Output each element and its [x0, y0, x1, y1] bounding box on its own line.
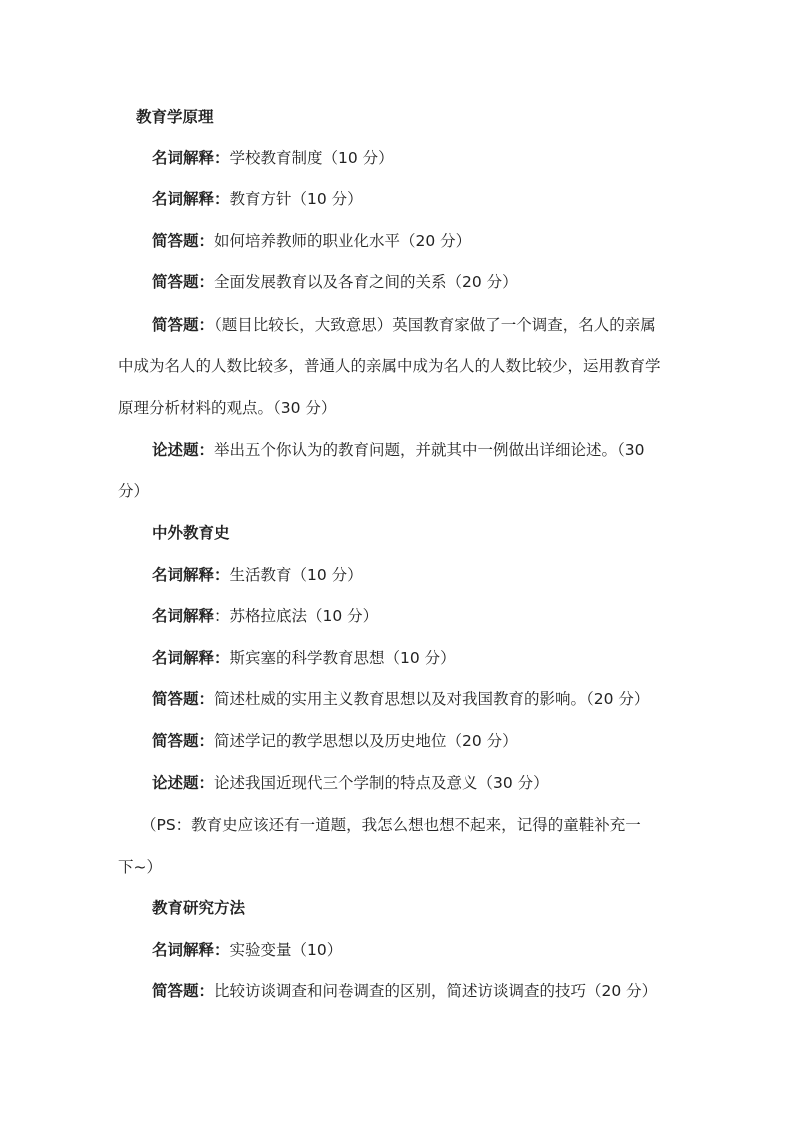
question-type: 论述题： [152, 441, 215, 459]
question-text: 全面发展教育以及各育之间的关系（20 分） [214, 273, 518, 291]
question-continuation: 分） [118, 482, 150, 500]
note-line: （PS：教育史应该还有一道题，我怎么想也想不起来，记得的童鞋补充一 [141, 816, 641, 834]
question-text: 学校教育制度（10 分） [229, 149, 394, 167]
question-type: 名词解释： [152, 566, 230, 584]
question-text: ：苏格拉底法（10 分） [214, 607, 379, 625]
note-line: 下~） [118, 858, 162, 876]
section-title: 中外教育史 [152, 524, 230, 542]
question-type: 简答题： [152, 232, 215, 250]
question-line [152, 980, 727, 1002]
question-type: 简答题： [152, 732, 215, 750]
question-type: 论述题： [152, 774, 215, 792]
question-type: 名词解释： [152, 649, 230, 667]
question-type: 名词解释： [152, 941, 230, 959]
question-line [152, 605, 727, 627]
question-line [152, 439, 727, 461]
section-title: 教育学原理 [136, 108, 214, 126]
question-type: 简答题： [152, 316, 215, 334]
question-line [152, 147, 727, 169]
question-text: （题目比较长，大致意思）英国教育家做了一个调查，名人的亲属 [214, 316, 656, 334]
question-text: 简述学记的教学思想以及历史地位（20 分） [214, 732, 518, 750]
section-title: 教育研究方法 [152, 899, 246, 917]
question-text: 论述我国近现代三个学制的特点及意义（30 分） [214, 774, 549, 792]
question-type: 简答题： [152, 690, 215, 708]
question-text: 生活教育（10 分） [229, 566, 363, 584]
question-text: 如何培养教师的职业化水平（20 分） [214, 232, 472, 250]
question-line [152, 772, 727, 794]
question-line [152, 314, 727, 336]
question-line [152, 939, 727, 961]
question-type: 简答题： [152, 273, 215, 291]
question-line [152, 688, 727, 710]
question-text: 实验变量（10） [229, 941, 343, 959]
question-text: 教育方针（10 分） [229, 190, 363, 208]
question-type: 名词解释： [152, 190, 230, 208]
question-type: 名词解释： [152, 149, 230, 167]
question-continuation: 原理分析材料的观点。（30 分） [118, 399, 337, 417]
question-type: 名词解释 [152, 607, 215, 625]
question-text: 斯宾塞的科学教育思想（10 分） [229, 649, 456, 667]
question-continuation: 中成为名人的人数比较多，普通人的亲属中成为名人的人数比较少，运用教育学 [118, 357, 661, 375]
question-text: 比较访谈调查和问卷调查的区别，简述访谈调查的技巧（20 分） [214, 982, 658, 1000]
question-line [152, 564, 727, 586]
question-line [152, 230, 727, 252]
question-line [152, 188, 727, 210]
question-line [152, 730, 727, 752]
question-line [152, 271, 727, 293]
question-line [152, 647, 727, 669]
question-text: 举出五个你认为的教育问题，并就其中一例做出详细论述。（30 [214, 441, 645, 459]
question-text: 简述杜威的实用主义教育思想以及对我国教育的影响。（20 分） [214, 690, 650, 708]
question-type: 简答题： [152, 982, 215, 1000]
